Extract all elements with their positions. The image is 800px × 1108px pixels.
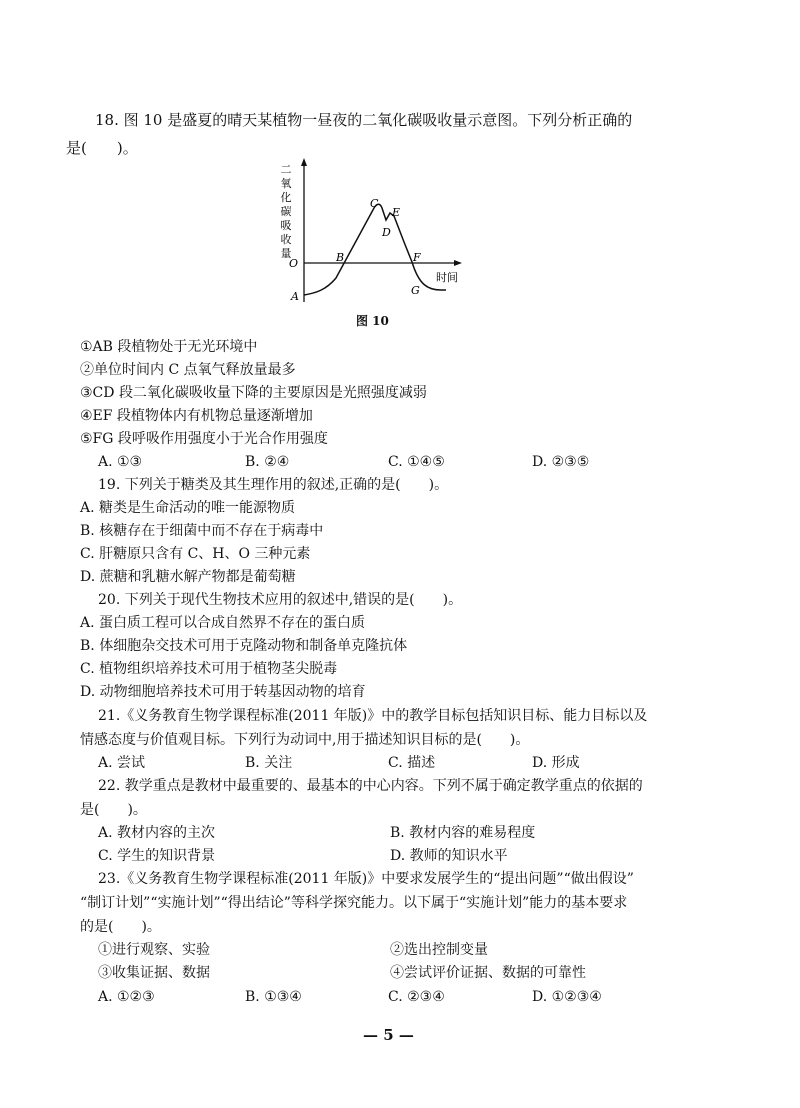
point-b-label: B	[336, 251, 345, 264]
point-g-label: G	[411, 284, 420, 297]
y-axis-arrow	[301, 158, 307, 166]
q21-stem-line1: 21.《义务教育生物学课程标准(2011 年版)》中的教学目标包括知识目标、能力目标以及	[98, 708, 648, 724]
q23-stem-line1: 23.《义务教育生物学课程标准(2011 年版)》中要求发展学生的“提出问题”“做出假设”	[98, 871, 634, 887]
y-axis-label-char: 量	[280, 247, 292, 260]
q23-option-c: C. ②③④	[388, 989, 445, 1005]
q19-option-d: D. 蔗糖和乳糖水解产物都是葡萄糖	[80, 569, 296, 585]
q23-statement: ②选出控制变量	[390, 942, 488, 958]
q19-option-c: C. 肝糖原只含有 C、H、O 三种元素	[80, 546, 311, 562]
q19-option-a: A. 糖类是生命活动的唯一能源物质	[80, 500, 296, 516]
point-d-label: D	[382, 226, 391, 239]
point-e-label: E	[392, 206, 401, 219]
q22-option-d: D. 教师的知识水平	[390, 848, 508, 864]
x-axis-arrow	[454, 260, 462, 266]
q20-stem: 20. 下列关于现代生物技术应用的叙述中,错误的是( )。	[98, 592, 463, 608]
q18-figure	[276, 150, 466, 330]
q22-stem-line2: 是( )。	[80, 802, 147, 818]
y-axis-label-char: 碳	[280, 205, 292, 218]
x-axis-label: 时间	[436, 271, 458, 284]
y-axis-label-char: 化	[280, 191, 292, 204]
q19-option-b: B. 核糖存在于细菌中而不存在于病毒中	[80, 523, 324, 539]
q22-option-c: C. 学生的知识背景	[98, 848, 216, 864]
figure-caption: 图 10	[356, 314, 389, 328]
q20-option-d: D. 动物细胞培养技术可用于转基因动物的培育	[80, 684, 366, 700]
q18-statement: ④EF 段植物体内有机物总量逐渐增加	[80, 408, 313, 424]
q21-option-d: D. 形成	[532, 755, 580, 771]
q23-statement: ①进行观察、实验	[98, 942, 210, 958]
y-axis-label-char: 氧	[280, 177, 292, 190]
y-axis-label-char: 吸	[280, 219, 292, 232]
q23-option-d: D. ①②③④	[532, 989, 602, 1005]
q18-option-a: A. ①③	[98, 454, 143, 470]
q23-option-b: B. ①③④	[245, 989, 302, 1005]
q18-option-c: C. ①④⑤	[388, 454, 445, 470]
origin-label: O	[289, 257, 299, 270]
q21-option-c: C. 描述	[388, 755, 436, 771]
page-number: — 5 —	[363, 1026, 414, 1044]
y-axis-label-char: 二	[280, 163, 292, 176]
q23-option-a: A. ①②③	[98, 989, 155, 1005]
point-c-label: C	[370, 197, 379, 210]
co2-absorption-graph	[276, 150, 466, 330]
q23-stem-line2: “制订计划”“实施计划”“得出结论”等科学探究能力。以下属于“实施计划”能力的基本要求	[80, 895, 628, 911]
q20-option-c: C. 植物组织培养技术可用于植物茎尖脱毒	[80, 661, 338, 677]
q18-statement: ①AB 段植物处于无光环境中	[80, 339, 258, 355]
y-axis-label-char: 收	[280, 233, 292, 246]
co2-curve	[304, 204, 446, 295]
q21-option-b: B. 关注	[245, 755, 293, 771]
q18-stem-line1: 18. 图 10 是盛夏的晴天某植物一昼夜的二氧化碳吸收量示意图。下列分析正确的	[95, 111, 633, 129]
q22-stem-line1: 22. 教学重点是教材中最重要的、最基本的中心内容。下列不属于确定教学重点的依据的	[98, 778, 643, 794]
q18-statement: ⑤FG 段呼吸作用强度小于光合作用强度	[80, 431, 328, 447]
point-f-label: F	[413, 251, 421, 264]
q19-stem: 19. 下列关于糖类及其生理作用的叙述,正确的是( )。	[98, 477, 449, 493]
q22-option-a: A. 教材内容的主次	[98, 825, 216, 841]
q21-option-a: A. 尝试	[98, 755, 146, 771]
point-a-label: A	[291, 290, 299, 303]
q23-stem-line3: 的是( )。	[80, 919, 161, 935]
q18-statement: ②单位时间内 C 点氧气释放量最多	[80, 362, 296, 378]
q18-option-d: D. ②③⑤	[532, 454, 590, 470]
q21-stem-line2: 情感态度与价值观目标。下列行为动词中,用于描述知识目标的是( )。	[80, 732, 530, 748]
q22-option-b: B. 教材内容的难易程度	[390, 825, 536, 841]
q18-statement: ③CD 段二氧化碳吸收量下降的主要原因是光照强度减弱	[80, 385, 427, 401]
q18-option-b: B. ②④	[245, 454, 290, 470]
q23-statement: ③收集证据、数据	[98, 965, 210, 981]
q20-option-a: A. 蛋白质工程可以合成自然界不存在的蛋白质	[80, 615, 366, 631]
q18-stem-line2: 是( )。	[66, 139, 138, 157]
q23-statement: ④尝试评价证据、数据的可靠性	[390, 965, 586, 981]
q20-option-b: B. 体细胞杂交技术可用于克隆动物和制备单克隆抗体	[80, 638, 408, 654]
